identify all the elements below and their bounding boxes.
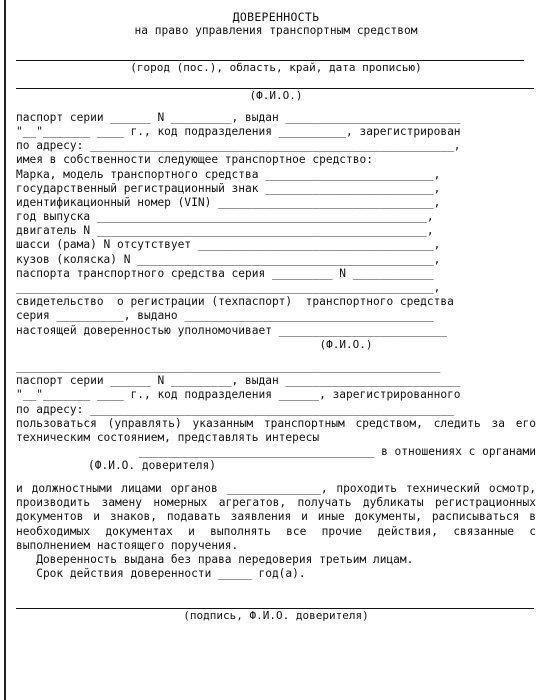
pts-continuation-line[interactable]: ______________________________________________________________, — [16, 281, 441, 294]
pts-line[interactable]: паспорта транспортного средства серия _________ N ____________ — [16, 266, 434, 280]
registration-certificate-line: свидетельство о регистрации (техпаспорт) транспортного средства — [16, 295, 454, 309]
plate-line[interactable]: государственный регистрационный знак _________________________, — [16, 181, 441, 195]
signature-blank[interactable] — [16, 596, 534, 609]
place-date-caption: (город (пос.), область, край, дата прописью) — [130, 61, 422, 75]
address-line-1[interactable]: по адресу: ______________________________________________________, — [16, 139, 461, 153]
vin-line[interactable]: идентификационный номер (VIN) ________________________________, — [16, 195, 441, 209]
powers-paragraph: и должностными лицами органов ______________, проходить технический осмотр, производить замену номерных агрегатов, получать дубликаты регистрационных документов и знаков, подавать заявления и иные документы, расписываться в необходимых документах и выполнять все прочие действия, связанные с выполнением настоящего поручения. — [16, 481, 536, 552]
issue-date-line-2[interactable]: "__"_______ ____ г., код подразделения ______, зарегистрированного — [16, 388, 461, 402]
no-transfer-line: Доверенность выдана без права передоверия третьим лицам. — [16, 553, 414, 567]
attorney-name-caption: (Ф.И.О.) — [319, 337, 373, 351]
chassis-line[interactable]: шасси (рама) N отсутствует ___________________________________, — [16, 238, 441, 252]
engine-line[interactable]: двигатель N _________________________________________________, — [16, 224, 434, 238]
principal-name-caption: (Ф.И.О.) — [249, 88, 303, 102]
document-subtitle: на право управления транспортным средством — [134, 24, 418, 38]
attorney-name-blank[interactable]: _______________________________________________________________ — [16, 359, 441, 373]
passport-line-1[interactable]: паспорт серии ______ N _________, выдан __________________________ — [16, 110, 461, 124]
certificate-series-line[interactable]: серия __________, выдано _____________________________________ — [16, 309, 434, 323]
trustor-caption: (Ф.И.О. доверителя) — [88, 459, 216, 473]
make-model-line[interactable]: Марка, модель транспортного средства _________________________, — [16, 167, 441, 181]
authorize-line[interactable]: настоящей доверенностью уполномочивает _________________________ — [16, 323, 448, 337]
year-line[interactable]: год выпуска _________________________________________________, — [16, 210, 434, 224]
document-title: ДОВЕРЕННОСТЬ — [232, 10, 320, 24]
issue-date-line-1[interactable]: "__"_______ ____ г., код подразделения __________, зарегистрирован — [16, 124, 461, 138]
principal-name-blank[interactable] — [16, 76, 534, 89]
body-line[interactable]: кузов (коляска) N ____________________________________________, — [16, 252, 441, 266]
passport-line-2[interactable]: паспорт серии ______ N _________, выдан __________________________ — [16, 374, 461, 388]
validity-term-line[interactable]: Срок действия доверенности _____ год(а). — [16, 567, 306, 581]
organs-line[interactable]: ___________________________________ в отношениях с органами — [138, 445, 536, 459]
ownership-line: имея в собственности следующее транспортное средство: — [16, 153, 373, 167]
use-rights-paragraph: пользоваться (управлять) указанным транспортным средством, следить за его техническим состоянием, представлять интересы — [16, 416, 536, 444]
address-line-2[interactable]: по адресу: ______________________________________________________ — [16, 402, 454, 416]
place-date-blank[interactable] — [16, 48, 524, 61]
page-left-border — [4, 0, 6, 700]
document — [16, 10, 536, 623]
signature-caption: (подпись, Ф.И.О. доверителя) — [183, 608, 369, 622]
